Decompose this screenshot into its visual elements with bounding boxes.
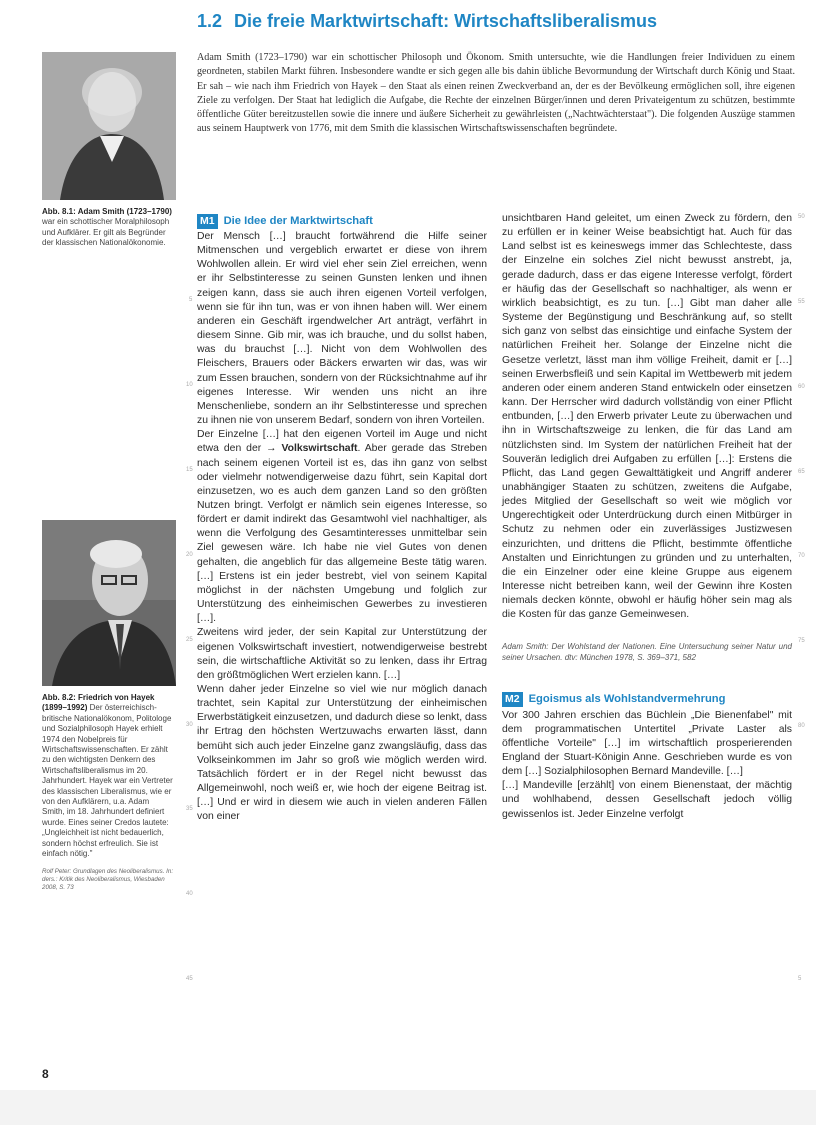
hayek-caption-head: Abb. 8.2: Friedrich von Hayek (1899–1992) [42,693,155,713]
hayek-caption [42,693,174,892]
line-number: 70 [798,553,805,559]
m1-badge: M1 [197,214,218,229]
hayek-caption-source: Rolf Peter: Grundlagen des Neoliberalismus. In: ders.: Kritik des Neoliberalismus, Wiesbaden 2008, S. 73 [42,867,174,891]
line-number: 10 [186,382,193,388]
hayek-portrait [42,520,176,686]
m2-heading [502,691,792,709]
m2-paragraph-2: […] Mandeville [erzählt] von einem Bienenstaat, der mächtig und wohlhabend, dessen Gesellschaft jedoch völlig gewissenlos ist. Jeder Einzelne verfolgt [502,780,792,820]
m1-paragraph-3: Zweitens wird jeder, der sein Kapital zur Unterstützung der eigenen Volkswirtschaft investiert, notwendigerweise bestrebt sein, die wirtschaftliche Aktivität so zu lenken, dass ihr Ertrag den größtmöglichen Wert erzielen kann. […] [197,627,487,681]
m1-paragraph-5: unsichtbaren Hand geleitet, um einen Zweck zu fördern, den zu erfüllen er in keiner Weise beabsichtigt hat. Auch für das Land selbst ist es keineswegs immer das Schlechteste, dass der Einzelne ein solches Ziel nicht bewusst anstrebt, ja, gerade dadurch, dass er das eigene Interesse verfolgt, fördert er häufig das der Gesellschaft so nachhaltiger, als wenn er wirklich beabsichtigt, es zu tun. […] Gibt man daher alle Systeme der Begünstigung und Beschränkung auf, so stellt sich ganz von selbst das einsichtige und einfache System der natürlichen Freiheit her. Solange der Einzelne nicht die Gesetze verletzt, lässt man ihm völlige Freiheit, damit er […] seinen Erwerbsfleiß und sein Kapital im Wettbewerb mit jedem anderen oder einem anderen Stand entwickeln oder einsetzen kann. Der Herrscher wird dadurch vollständig von einer Pflicht entbunden, […] den Erwerb privater Leute zu überwachen und ihn in Wirtschaftszweige zu lenken, die für das Land am nützlichsten sind. Im System der natürlichen Freiheit hat der Souverän lediglich drei Aufgaben zu erfüllen […]: Erstens die Pflicht, das Land gegen Gewalttätigkeit und Angriff anderer unabhängiger Staaten zu schützen, zweitens die Aufgabe, jedes Mitglied der Gesellschaft so weit wie möglich vor Ungerechtigkeit oder Unterdrückung durch einen Mitbürger in Schutz zu nehmen oder ein zuverlässiges Justizwesen einzurichten, und drittens die Pflicht, bestimmte öffentliche Anstalten und Einrichtungen zu gründen und zu unterhalten, die ein Einzelner oder eine kleine Gruppe aus eigenem Interesse nicht betreiben kann, weil der Gewinn ihre Kosten niemals decken könnte, obwohl er häufig höher sein mag als die Kosten für das ganze Gemeinwesen. [502,213,792,621]
section-title [197,11,797,32]
volkswirtschaft-link[interactable]: → Volkswirtschaft [266,443,358,455]
column-right [502,212,792,822]
line-number: 5 [189,297,193,303]
line-number: 5 [798,976,802,982]
section-number: 1.2 [197,11,223,31]
m2-badge: M2 [502,692,523,707]
m1-paragraph-2-start: Der Einzelne […] hat den eigenen Vorteil im Auge und nicht etwa den der [197,429,487,455]
m1-source: Adam Smith: Der Wohlstand der Nationen. Eine Untersuchung seiner Natur und seiner Ursachen. dtv: München 1978, S. 369–371, 582 [502,641,792,662]
line-number: 55 [798,299,805,305]
line-number: 75 [798,638,805,644]
m1-heading [197,212,487,230]
m1-paragraph-4: Wenn daher jeder Einzelne so viel wie nur möglich danach trachtet, sein Kapital zur Unterstützung der einheimischen Erwerbstätigkeit einzusetzen, und dadurch diese so lenkt, dass ihr Ertrag den höchsten Wertzuwachs erwarten lässt, dann bemüht sich auch jeder Einzelne ganz zwangsläufig, dass das Volkseinkommen im Jahr so groß wie möglich werden wird. Tatsächlich fördert er in der Regel nicht bewusst das Allgemeinwohl, noch weiß er, wie hoch der eigene Beitrag ist. […] Und er wird in diesem wie auch in vielen anderen Fällen von einer [197,684,487,823]
line-number: 20 [186,552,193,558]
line-number: 50 [798,214,805,220]
m2-block [502,691,792,822]
line-number: 80 [798,723,805,729]
m1-paragraph-2 [197,428,487,626]
hayek-caption-text: Der österreichisch-britische Nationalökonom, Politologe und Sozialphilosoph Hayek erhielt 1974 den Nobelpreis für Wirtschaftswissenschaften. Er zählt zu den wichtigsten Denkern des Wirtschaftsliberalismus im 20. Jahrhundert. Hayek war ein Vertreter des klassischen Liberalismus, wie er von den Aufklärern, u.a. Adam Smith, im 18. Jahrhundert definiert wurde. Eines seiner Credos lautete: „Ungleichheit ist nicht bedauerlich, sondern höchst erfreulich. Sie ist einfach nötig." [42,703,173,859]
section-heading: Die freie Marktwirtschaft: Wirtschaftsliberalismus [234,11,657,31]
line-number: 60 [798,384,805,390]
m1-title: Die Idee der Marktwirtschaft [223,214,373,227]
smith-caption [42,207,174,249]
line-number: 45 [186,976,193,982]
line-number: 40 [186,891,193,897]
m1-paragraph-1: Der Mensch […] braucht fortwährend die Hilfe seiner Mitmenschen und vergeblich erwartet er diese von ihrem Wohlwollen allein. Er wird viel eher sein Ziel erreichen, wenn er ihr Selbstinteresse zu seinen Gunsten lenken und ihnen zeigen kann, dass sie auch ihren eigenen Vorteil verfolgen, wenn sie für ihn tun, was er von ihnen haben will. Wer einem anderen ein Geschäft irgendwelcher Art anträgt, verfährt in diesem Sinne. Gib mir, was ich brauche, und du sollst haben, was du brauchst […]. Nicht von dem Wohlwollen des Fleischers, Brauers oder Bäckers erwarten wir das, was wir zum Essen brauchen, sondern von der Rücksichtnahme auf ihr eigenes Interesse. Wir wenden uns nicht an ihre Menschenliebe, sondern an ihr Selbstinteresse und sprechen zu ihnen nie von unserem Bedarf, sondern von ihren Vorteilen. [197,231,487,427]
smith-caption-head: Abb. 8.1: Adam Smith (1723–1790) [42,207,172,216]
line-number: 15 [186,467,193,473]
page-number: 8 [42,1067,49,1081]
line-number: 25 [186,637,193,643]
line-number: 30 [186,722,193,728]
m1-paragraph-2-rest: . Aber gerade das Streben nach seinem eigenen Vorteil ist es, das ihn ganz von selbst oder vielmehr notwendigerweise dazu führt, sein Kapital dort einzusetzen, wo es auch dem ganzen Land so den größten Nutzen bringt. Verfolgt er nämlich sein eigenes Interesse, so fördert er damit indirekt das Gesamtwohl viel nachhaltiger, als wenn die Verfolgung des Gesamtinteresses unmittelbar sein Ziel gewesen wäre. Ich habe nie viel Gutes von denen gehalten, die angeblich für das allgemeine Beste tätig waren. […] Erstens ist ein jeder bestrebt, viel von seinem Kapital möglichst in der nächsten Umgebung und folglich zur Unterstützung des einheimischen Gewerbes zu investieren […]. [197,443,488,625]
line-number: 65 [798,469,805,475]
smith-caption-text: war ein schottischer Moralphilosoph und Aufklärer. Er gilt als Begründer der klassischen Nationalökonomie. [42,217,170,248]
column-left [197,212,487,825]
m2-paragraph-1: Vor 300 Jahren erschien das Büchlein „Die Bienenfabel" mit dem programmatischen Untertitel „Private Laster als öffentliche Vorteile" […] im wirtschaftlich prosperierenden England der Stuart-Königin Anne. Geschrieben wurde es von dem […] Sozialphilosophen Bernard Mandeville. […] [502,709,792,778]
m2-title: Egoismus als Wohlstandvermehrung [528,693,726,706]
intro-text: Adam Smith (1723–1790) war ein schottischer Philosoph und Ökonom. Smith untersuchte, wie die Handlungen freier Individuen zu einem geordneten, stabilen Markt führen. Insbesondere wandte er sich gegen alle bis dahin übliche Bevormundung der Wirtschaft durch König und Staat. Er sah – wie nach ihm Friedrich von Hayek – den Staat als einen reinen Zweckverband an, der es der Bevölkeung ermöglichen soll, ihre eigenen Ziele zu verfolgen. Der Staat hat lediglich die Aufgabe, die Rechte der einzelnen Bürger/innen und deren Privateigentum zu schützen, bestimmte öffentliche Güter bereitzustellen sowie die innere und äußere Sicherheit zu gewährleisten („Nachtwächterstaat"). Die folgenden Auszüge stammen aus seinem Hauptwerk von 1776, mit dem Smith die klassischen Wirtschaftswissenschaften begründete. [197,52,795,135]
line-number: 35 [186,806,193,812]
adam-smith-portrait [42,52,176,200]
